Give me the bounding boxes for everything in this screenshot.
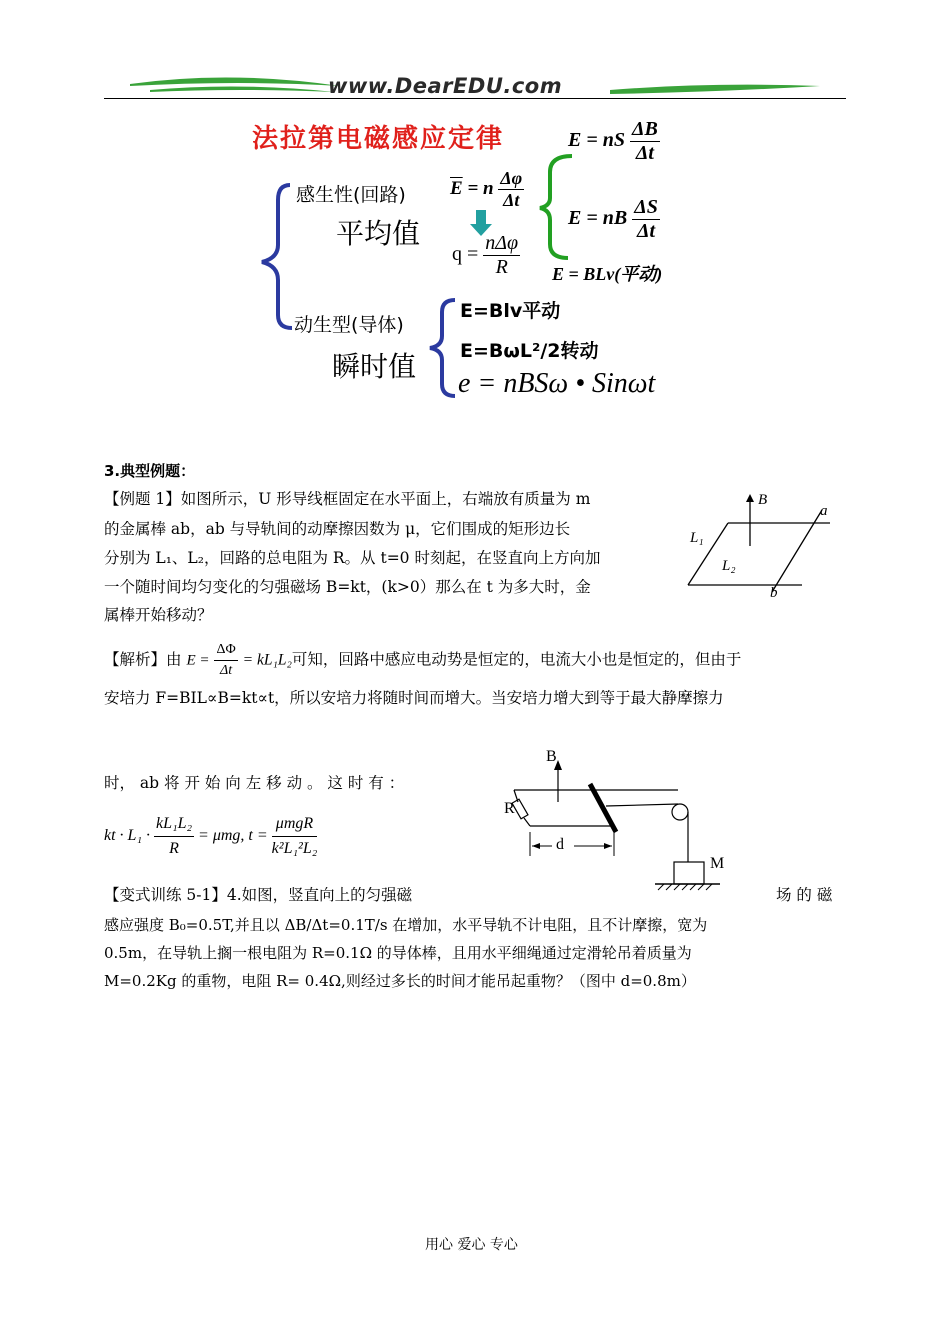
fig2-B-label: B — [546, 748, 557, 765]
fig2-R-label: R — [504, 800, 515, 817]
example1-line2: 的金属棒 ab，ab 与导轨间的动摩擦因数为 μ，它们围成的矩形边长 — [104, 520, 571, 538]
formula-nB: E = nB $\frac{\Delta S}{\Delta t}$ — [568, 196, 658, 242]
charge-formula: q = $\frac{\text{nΔφ}}{R}$ — [452, 232, 519, 278]
fig1-L1-label: L₁ — [690, 530, 704, 546]
header-rule — [104, 98, 846, 99]
site-logo: www.DearEDU.com — [328, 74, 563, 98]
branch2-label: 动生型(导体) — [294, 314, 404, 336]
branch1-label: 感生性(回路) — [296, 184, 406, 206]
avg-emf-formula: $\overline{E} = n$ $\frac{\Delta\varphi}{\Delta t}$ — [450, 168, 523, 210]
instant-formula-3: e = nBSω • Sinωt — [458, 368, 656, 399]
blv-average: E = BLv(平动) — [552, 264, 663, 284]
exercise-tag: 【变式训练 5-1】 — [104, 886, 227, 904]
diagram-title: 法拉第电磁感应定律 — [252, 124, 505, 154]
exercise-line2: 感应强度 B₀=0.5T,并且以 ΔB/Δt=0.1T/s 在增加，水平导轨不计电阻，且不计摩擦，宽为 — [104, 916, 708, 934]
solution-line3: 时， ab 将 开 始 向 左 移 动 。 这 时 有 ： — [104, 774, 405, 792]
exercise-figure — [500, 748, 720, 896]
branch1-sub: 平均值 — [336, 217, 421, 250]
exercise-line3: 0.5m，在导轨上搁一根电阻为 R=0.1Ω 的导体棒，且用水平细绳通过定滑轮吊着质量为 — [104, 944, 692, 962]
fig1-b-label: b — [770, 585, 778, 601]
branch2-sub: 瞬时值 — [332, 350, 417, 383]
exercise-line1: 【变式训练 5-1】4.如图，竖直向上的匀强磁 — [104, 886, 413, 904]
example1-line1: 【例题 1】如图所示，U 形导线框固定在水平面上，右端放有质量为 m — [104, 490, 591, 508]
example1-line3: 分别为 L₁、L₂，回路的总电阻为 R。从 t=0 时刻起，在竖直向上方向加 — [104, 549, 601, 567]
fig2-d-label: d — [556, 836, 564, 853]
solution-equation: kt · L₁ · $\frac{\text{kL₁L₂}}{R}$ = μmg, t = $\frac{\text{μmgR}}{\text{k²L₁²L₂}}$ — [104, 812, 317, 861]
solution-line2: 安培力 F=BIL∝B=kt∝t，所以安培力将随时间而增大。当安培力增大到等于最大静摩擦力 — [104, 689, 724, 707]
logo-swoosh-right — [610, 80, 820, 100]
exercise-line4: M=0.2Kg 的重物，电阻 R= 0.4Ω,则经过多长的时间才能吊起重物？（图中 d=0.8m） — [104, 972, 696, 990]
solution-line1: 【解析】由 E = $\frac{\Delta\Phi}{\Delta t}$ = kL₁L₂可知，回路中感应电动势是恒定的，电流大小也是恒定的，但由于 — [104, 642, 742, 678]
footer-text: 用心 爱心 专心 — [425, 1237, 518, 1253]
section-title: 3.典型例题： — [104, 462, 196, 480]
fig1-B-label: B — [758, 492, 768, 508]
fig1-a-label: a — [820, 503, 828, 519]
example1-tag: 【例题 1】 — [104, 490, 181, 508]
formula-nS: E = nS $\frac{\Delta B}{\Delta t}$ — [568, 118, 658, 164]
exercise-line1-end: 场 的 磁 — [776, 886, 833, 904]
instant-formula-2: E=BωL²/2转动 — [460, 340, 599, 362]
example1-line5: 属棒开始移动？ — [104, 606, 213, 624]
solution-tag: 【解析】 — [104, 650, 167, 669]
fig2-M-label: M — [710, 855, 725, 872]
instant-formula-1: E=Blv平动 — [460, 300, 561, 322]
fig1-L2-label: L₂ — [722, 558, 736, 574]
example1-line4: 一个随时间均匀变化的匀强磁场 B=kt，(k>0）那么在 t 为多大时，金 — [104, 578, 591, 596]
